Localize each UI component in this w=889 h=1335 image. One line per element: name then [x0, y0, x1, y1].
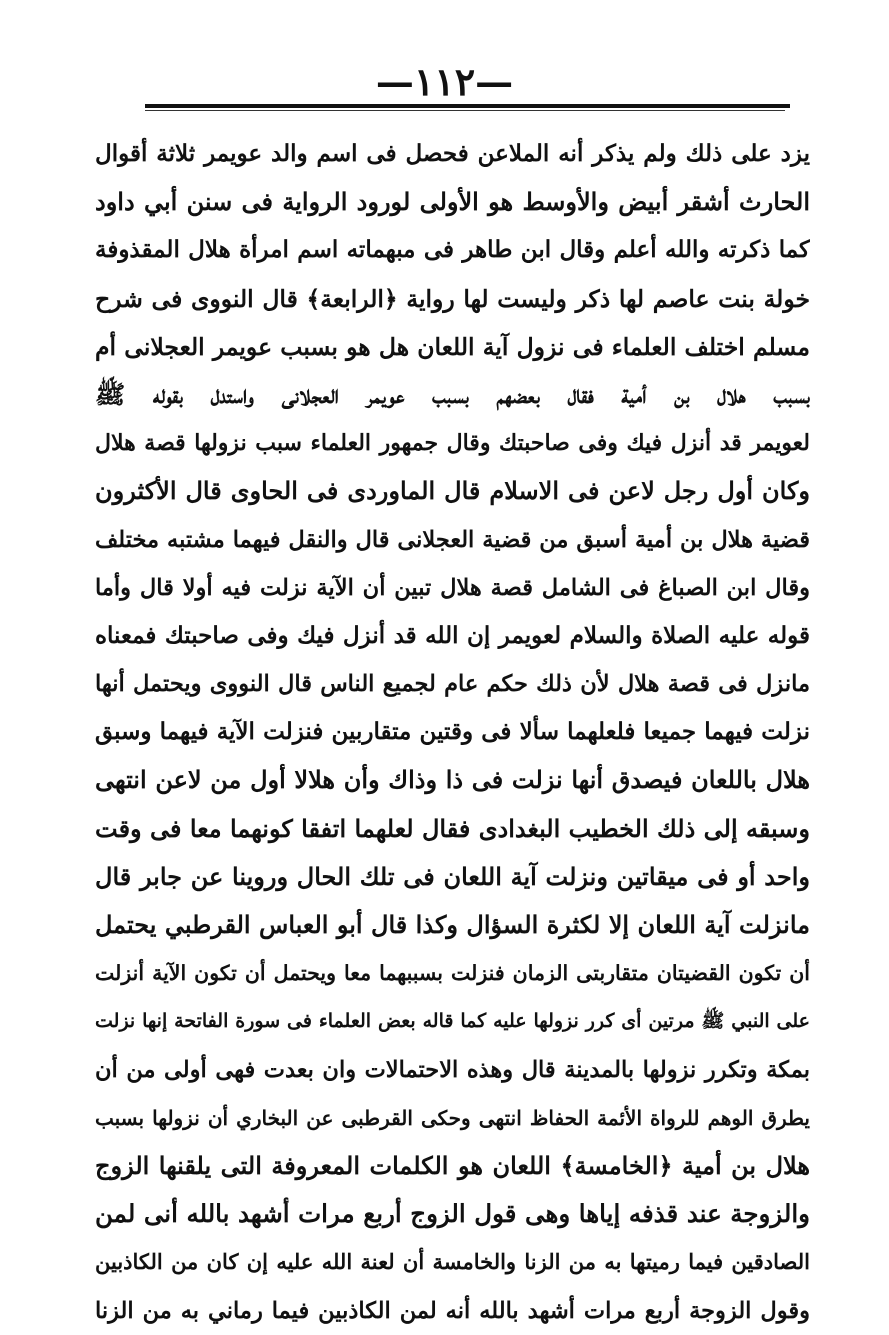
text-line: وسبقه إلى ذلك الخطيب البغدادى فقال لعلهما اتفقا كونهما معا فى وقت — [95, 813, 810, 843]
text-line: قضية هلال بن أمية أسبق من قضية العجلانى قال والنقل فيهما مشتبه مختلف — [95, 526, 810, 553]
text-line: بسبب هلال بن أمية فقال بعضهم بسبب عويمر العجلانى واستدل بقوله ﷺ — [95, 379, 810, 409]
page-number: —١١٢— — [375, 59, 514, 104]
text-line: هلال باللعان فيصدق أنها نزلت فى ذا وذاك وأن هلالا أول من لاعن انتهى — [95, 765, 810, 795]
text-line: يطرق الوهم للرواة الأئمة الحفاظ انتهى وحكى القرطبى عن البخاري أن نزولها بسبب — [95, 1105, 810, 1130]
text-line: مانزل فى قصة هلال لأن ذلك حكم عام لجميع الناس قال النووى ويحتمل أنها — [95, 671, 810, 698]
header-rule-thin — [145, 110, 785, 111]
text-line: مسلم اختلف العلماء فى نزول آية اللعان هل هو بسبب عويمر العجلانى أم — [95, 332, 810, 361]
text-line: وكان أول رجل لاعن فى الاسلام قال الماوردى فى الحاوى قال الأكثرون — [95, 476, 810, 506]
text-line: نزلت فيهما جميعا فلعلهما سألا فى وقتين متقاربين فنزلت الآية فيهما وسبق — [95, 718, 810, 746]
text-line: والزوجة عند قذفه إياها وهى قول الزوج أربع مرات أشهد بالله أنى لمن — [95, 1199, 810, 1229]
text-line: لعويمر قد أنزل فيك وفى صاحبتك وقال جمهور العلماء سبب نزولها قصة هلال — [95, 430, 810, 457]
text-line: الحارث أشقر أبيض والأوسط هو الأولى لورود الرواية فى سنن أبي داود — [95, 187, 810, 217]
text-line: هلال بن أمية ﴿الخامسة﴾ اللعان هو الكلمات المعروفة التى يلقنها الزوج — [95, 1150, 810, 1180]
text-line: مانزلت آية اللعان إلا لكثرة السؤال وكذا قال أبو العباس القرطبي يحتمل — [95, 910, 810, 939]
text-line: على النبي ﷺ مرتين أى كرر نزولها عليه كما قاله بعض العلماء فى سورة الفاتحة إنها نزلت — [95, 1010, 810, 1033]
text-line: بمكة وتكرر نزولها بالمدينة قال وهذه الاحتمالات وان بعدت فهى أولى من أن — [95, 1056, 810, 1083]
body-text — [95, 130, 810, 1335]
text-line: واحد أو فى ميقاتين ونزلت آية اللعان فى تلك الحال وروينا عن جابر قال — [95, 861, 810, 891]
text-line: يزد على ذلك ولم يذكر أنه الملاعن فحصل فى اسم والد عويمر ثلاثة أقوال — [95, 140, 810, 167]
text-line: قوله عليه الصلاة والسلام لعويمر إن الله قد أنزل فيك وفى صاحبتك فمعناه — [95, 621, 810, 649]
text-line: وقول الزوجة أربع مرات أشهد بالله أنه لمن الكاذبين فيما رماني به من الزنا — [95, 1297, 810, 1324]
text-line: خولة بنت عاصم لها ذكر وليست لها رواية ﴿الرابعة﴾ قال النووى فى شرح — [95, 284, 810, 313]
text-line: أن تكون القضيتان متقاربتى الزمان فنزلت بسببهما معا ويحتمل أن تكون الآية أنزلت — [95, 961, 810, 986]
header-rule — [145, 104, 790, 108]
text-line: وقال ابن الصباغ فى الشامل قصة هلال تبين أن الآية نزلت فيه أولا قال وأما — [95, 574, 810, 601]
text-line: كما ذكرته والله أعلم وقال ابن طاهر فى مبهماته اسم امرأة هلال المقذوفة — [95, 236, 810, 264]
text-line: الصادقين فيما رميتها به من الزنا والخامسة أن لعنة الله عليه إن كان من الكاذبين — [95, 1249, 810, 1275]
